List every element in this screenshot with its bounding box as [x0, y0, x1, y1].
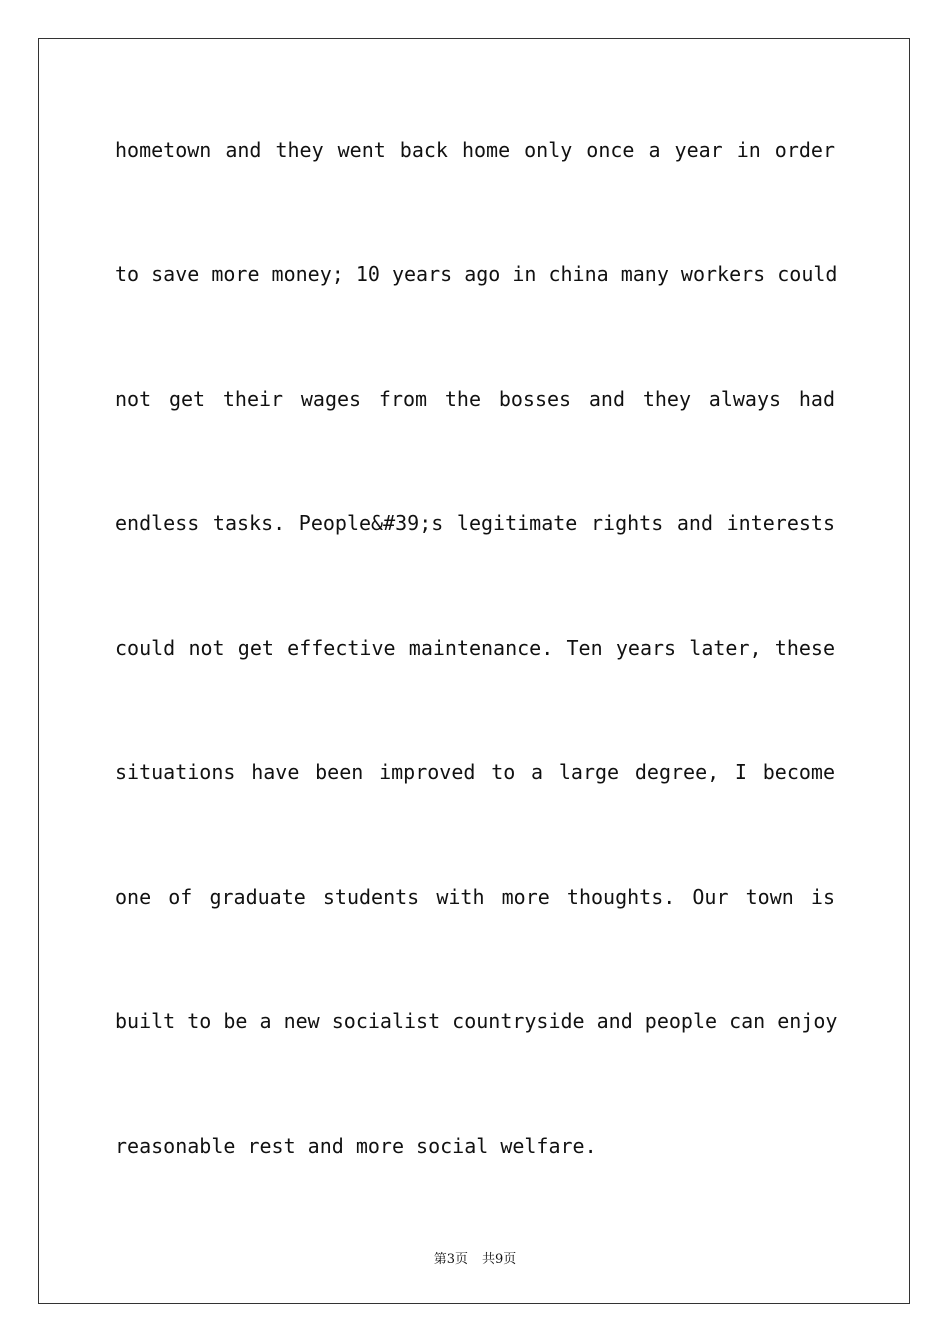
text-line: could not get effective maintenance. Ten years later, these — [115, 636, 835, 660]
page-footer — [0, 1248, 950, 1267]
page-total: 共9页 — [482, 1252, 517, 1267]
page-border — [38, 38, 910, 1304]
text-line: reasonable rest and more social welfare. — [115, 1134, 597, 1158]
text-line: one of graduate students with more thoughts. Our town is — [115, 885, 835, 909]
text-line: to save more money; 10 years ago in china many workers could — [115, 262, 838, 286]
text-line: built to be a new socialist countryside and people can enjoy — [115, 1009, 838, 1033]
text-line: hometown and they went back home only once a year in order — [115, 138, 835, 162]
text-line: endless tasks. People&#39;s legitimate rights and interests — [115, 511, 835, 535]
text-line: not get their wages from the bosses and they always had — [115, 387, 835, 411]
page-number: 第3页 — [433, 1252, 468, 1267]
text-line: situations have been improved to a large degree, I become — [115, 760, 835, 784]
